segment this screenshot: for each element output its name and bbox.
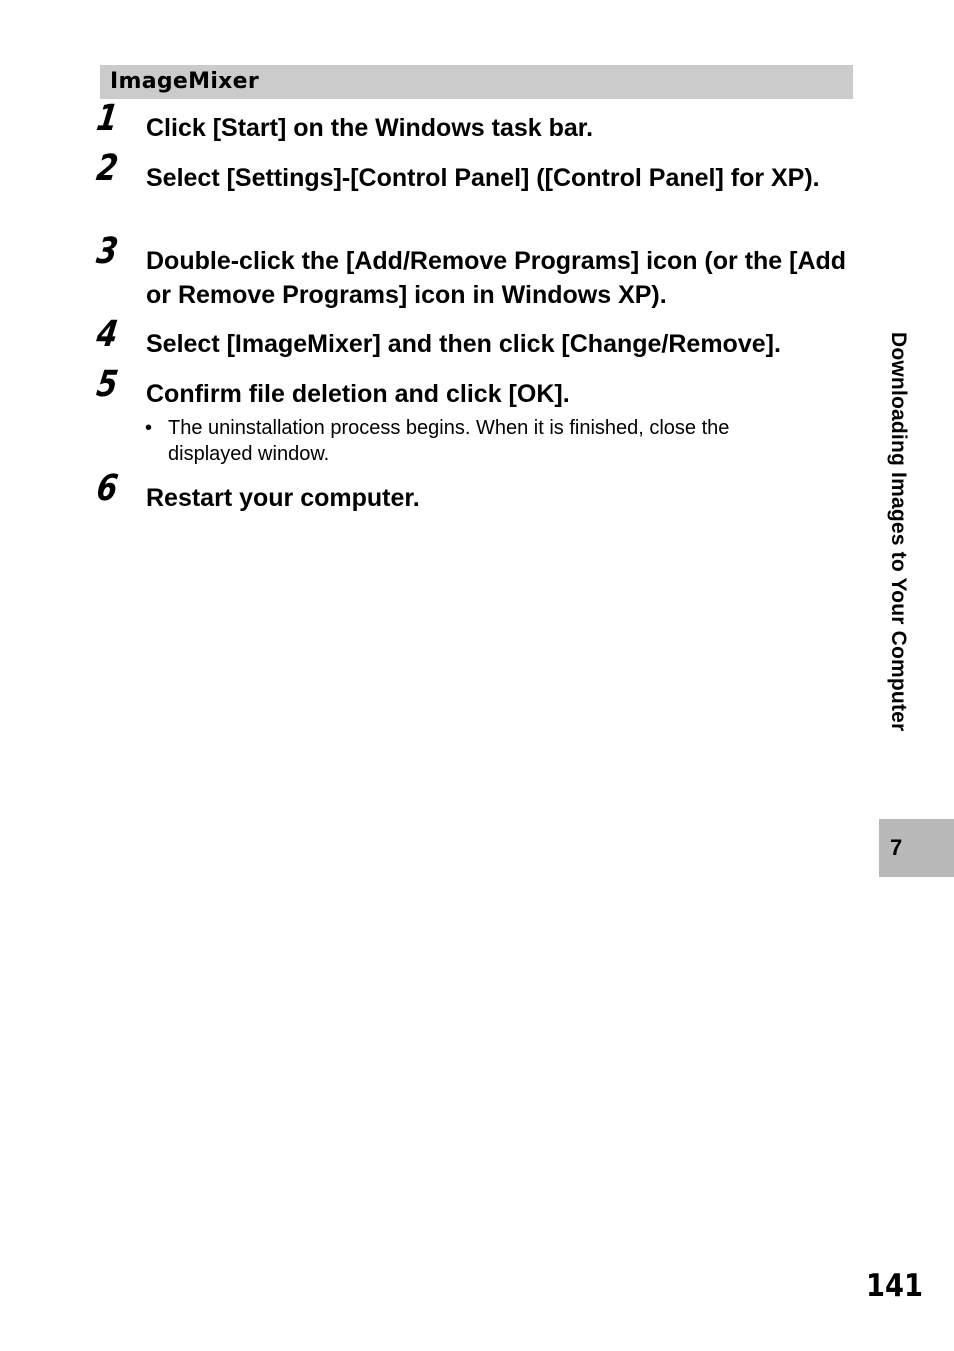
bullet-mark: • — [145, 417, 153, 439]
step-number: 1 — [94, 98, 121, 139]
section-title: ImageMixer — [110, 69, 260, 94]
step-text: Select [ImageMixer] and then click [Change/Remove]. — [146, 330, 781, 358]
step-text: Click [Start] on the Windows task bar. — [146, 114, 594, 142]
step-number: 4 — [94, 314, 121, 355]
step-text: Double-click the [Add/Remove Programs] icon (or the [Add or Remove Programs] icon in Windows XP). — [146, 247, 847, 309]
step-text: Restart your computer. — [146, 484, 420, 512]
chapter-side-title — [883, 332, 913, 812]
step-text: Select [Settings]-[Control Panel] ([Control Panel] for XP). — [146, 164, 820, 192]
step-number: 5 — [94, 364, 121, 405]
step-text: Confirm file deletion and click [OK]. — [146, 380, 570, 408]
section-header — [100, 65, 853, 99]
chapter-title: Downloading Images to Your Computer — [887, 332, 910, 732]
step-number: 2 — [94, 148, 121, 189]
chapter-number: 7 — [890, 835, 903, 860]
page-number: 141 — [866, 1268, 923, 1304]
step-number: 3 — [94, 231, 121, 272]
note-text: The uninstallation process begins. When it is finished, close the displayed window. — [168, 417, 730, 465]
chapter-tab — [879, 819, 954, 877]
step-number: 6 — [94, 468, 121, 509]
